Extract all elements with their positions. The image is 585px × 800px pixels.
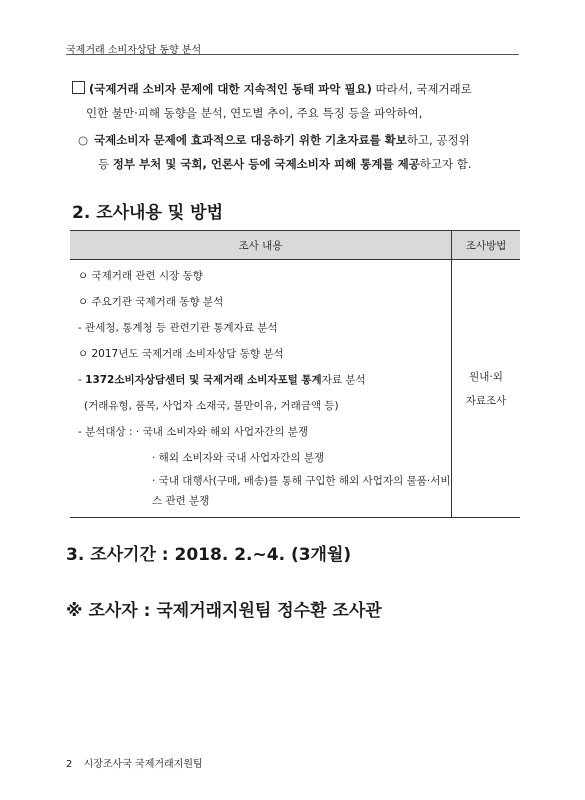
list-item-bold: 1372소비자상담센터 및 국제거래 소비자포털 통계: [85, 374, 322, 386]
intro-paragraph-2: [78, 128, 524, 176]
list-item: ㅇ 국제거래 관련 시장 동향: [78, 270, 203, 282]
section-3-title: 3. 조사기간 : 2018. 2.~4. (3개월): [66, 545, 352, 565]
intro-p2-line2: [78, 152, 524, 176]
section-2-title: 2. 조사내용 및 방법: [72, 203, 223, 223]
header-rule: [66, 54, 519, 55]
intro-p2-rest1: 하고, 공정위: [406, 133, 470, 147]
survey-content-cell: [70, 260, 452, 518]
checkbox-square-icon: [72, 81, 85, 94]
list-item: - 관세청, 통계청 등 관련기관 통계자료 분석: [78, 322, 278, 334]
page-footer: [66, 755, 203, 770]
list-item: · 국내 대행사(구매, 배송)를 통해 구입한 해외 사업자의 물품·서비스 관련 분쟁: [152, 475, 451, 507]
intro-p2-bold1: 국제소비자 문제에 효과적으로 대응하기 위한 기초자료를 확보: [94, 133, 407, 147]
survey-method-table: [70, 230, 520, 518]
method-line-1: 원내·외: [469, 370, 503, 383]
footer-dept: 시장조사국 국제거래지원팀: [83, 759, 203, 770]
list-item: - 분석대상 : · 국내 소비자와 해외 사업자간의 분쟁: [78, 426, 309, 438]
survey-method-cell: [452, 260, 521, 518]
circle-bullet-icon: ○: [78, 133, 89, 147]
intro-p1-rest: 따라서, 국제거래로: [371, 82, 472, 96]
table-header-method: 조사방법: [452, 231, 521, 260]
list-item: (거래유형, 품목, 사업자 소재국, 불만이유, 거래금액 등): [84, 400, 339, 412]
intro-paragraph-1: [72, 77, 524, 125]
intro-p2-rest2: 하고자 함.: [419, 157, 472, 171]
intro-p1-bold: (국제거래 소비자 문제에 대한 지속적인 동태 파악 필요): [89, 82, 372, 96]
list-item-prefix: -: [78, 374, 86, 386]
page-number: 2: [66, 759, 73, 770]
list-item: · 해외 소비자와 국내 사업자간의 분쟁: [152, 452, 325, 464]
list-item: ㅇ 2017년도 국제거래 소비자상담 동향 분석: [78, 348, 284, 360]
list-item: [70, 367, 451, 393]
intro-p2-bold2: 정부 부처 및 국회, 언론사 등에 국제소비자 피해 통계를 제공: [112, 157, 420, 171]
intro-p1-line2: 인한 불만·피해 동향을 분석, 연도별 추이, 주요 특징 등을 파악하여,: [86, 106, 423, 120]
method-line-2: 자료조사: [465, 394, 507, 407]
list-item-rest: 자료 분석: [321, 374, 366, 386]
list-item: ㅇ 주요기관 국제거래 동향 분석: [78, 296, 224, 308]
running-header: 국제거래 소비자상담 동향 분석: [66, 45, 202, 56]
intro-p2-pre: 등: [98, 157, 113, 171]
table-header-content: 조사 내용: [70, 231, 452, 260]
surveyor-line: ※ 조사자 : 국제거래지원팀 정수환 조사관: [66, 601, 382, 621]
